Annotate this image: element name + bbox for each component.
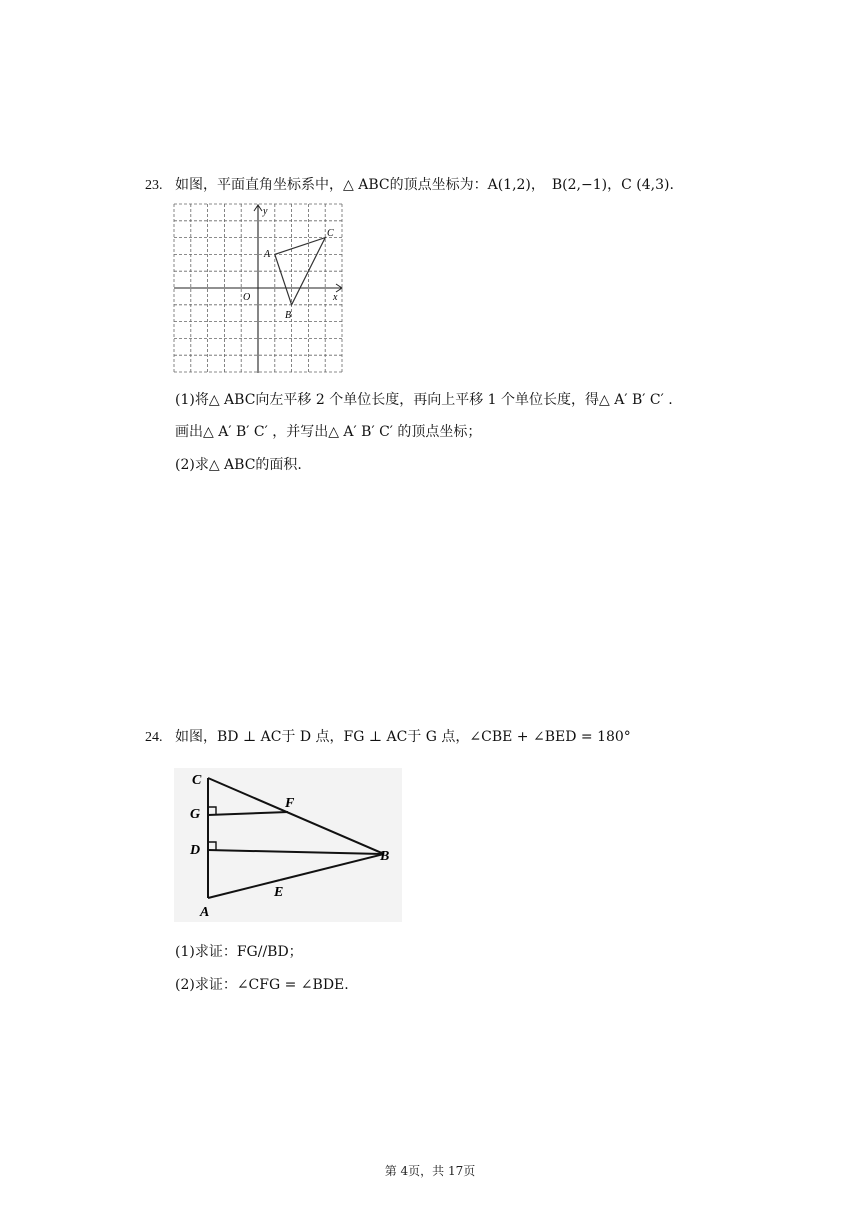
q23-label-c: C bbox=[327, 228, 334, 239]
q23-stem bbox=[145, 176, 674, 195]
q24-number: 24. bbox=[145, 730, 163, 745]
q24-stem-text: 如图，BD ⊥ AC于 D 点，FG ⊥ AC于 G 点，∠CBE + ∠BED = 180° bbox=[175, 729, 631, 745]
q24-label-f: F bbox=[285, 796, 295, 811]
q23-axes bbox=[174, 205, 342, 373]
q23-label-x: x bbox=[333, 292, 338, 303]
q23-coordinate-figure bbox=[172, 203, 346, 375]
q24-label-d: D bbox=[190, 843, 201, 858]
q23-label-b: B bbox=[285, 310, 292, 321]
q24-label-g: G bbox=[190, 807, 201, 822]
q24-part1: (1)求证：FG//BD； bbox=[175, 944, 303, 960]
q23-label-o: O bbox=[243, 292, 251, 303]
q23-stem-text: 如图，平面直角坐标系中，△ ABC的顶点坐标为：A(1,2)， B(2,−1)，C (4,3). bbox=[175, 177, 674, 193]
q24-label-b: B bbox=[380, 849, 390, 864]
q24-label-a: A bbox=[200, 905, 210, 920]
q23-part1-line2: 画出△ A′ B′ C′ ，并写出△ A′ B′ C′ 的顶点坐标； bbox=[175, 424, 482, 440]
q23-part1-line1: (1)将△ ABC向左平移 2 个单位长度，再向上平移 1 个单位长度，得△ A′ B′ C′ . bbox=[175, 392, 673, 408]
q23-label-y: y bbox=[263, 206, 268, 217]
q23-part2: (2)求△ ABC的面积. bbox=[175, 457, 302, 473]
page-footer: 第 4页，共 17页 bbox=[384, 1164, 476, 1178]
q24-geometry-figure bbox=[172, 764, 404, 924]
q24-stem bbox=[145, 728, 631, 747]
q24-part2: (2)求证：∠CFG = ∠BDE. bbox=[175, 977, 349, 993]
q23-number: 23. bbox=[145, 178, 163, 193]
q24-label-c: C bbox=[192, 773, 202, 788]
q23-label-a: A bbox=[264, 249, 271, 260]
q24-label-e: E bbox=[274, 885, 284, 900]
